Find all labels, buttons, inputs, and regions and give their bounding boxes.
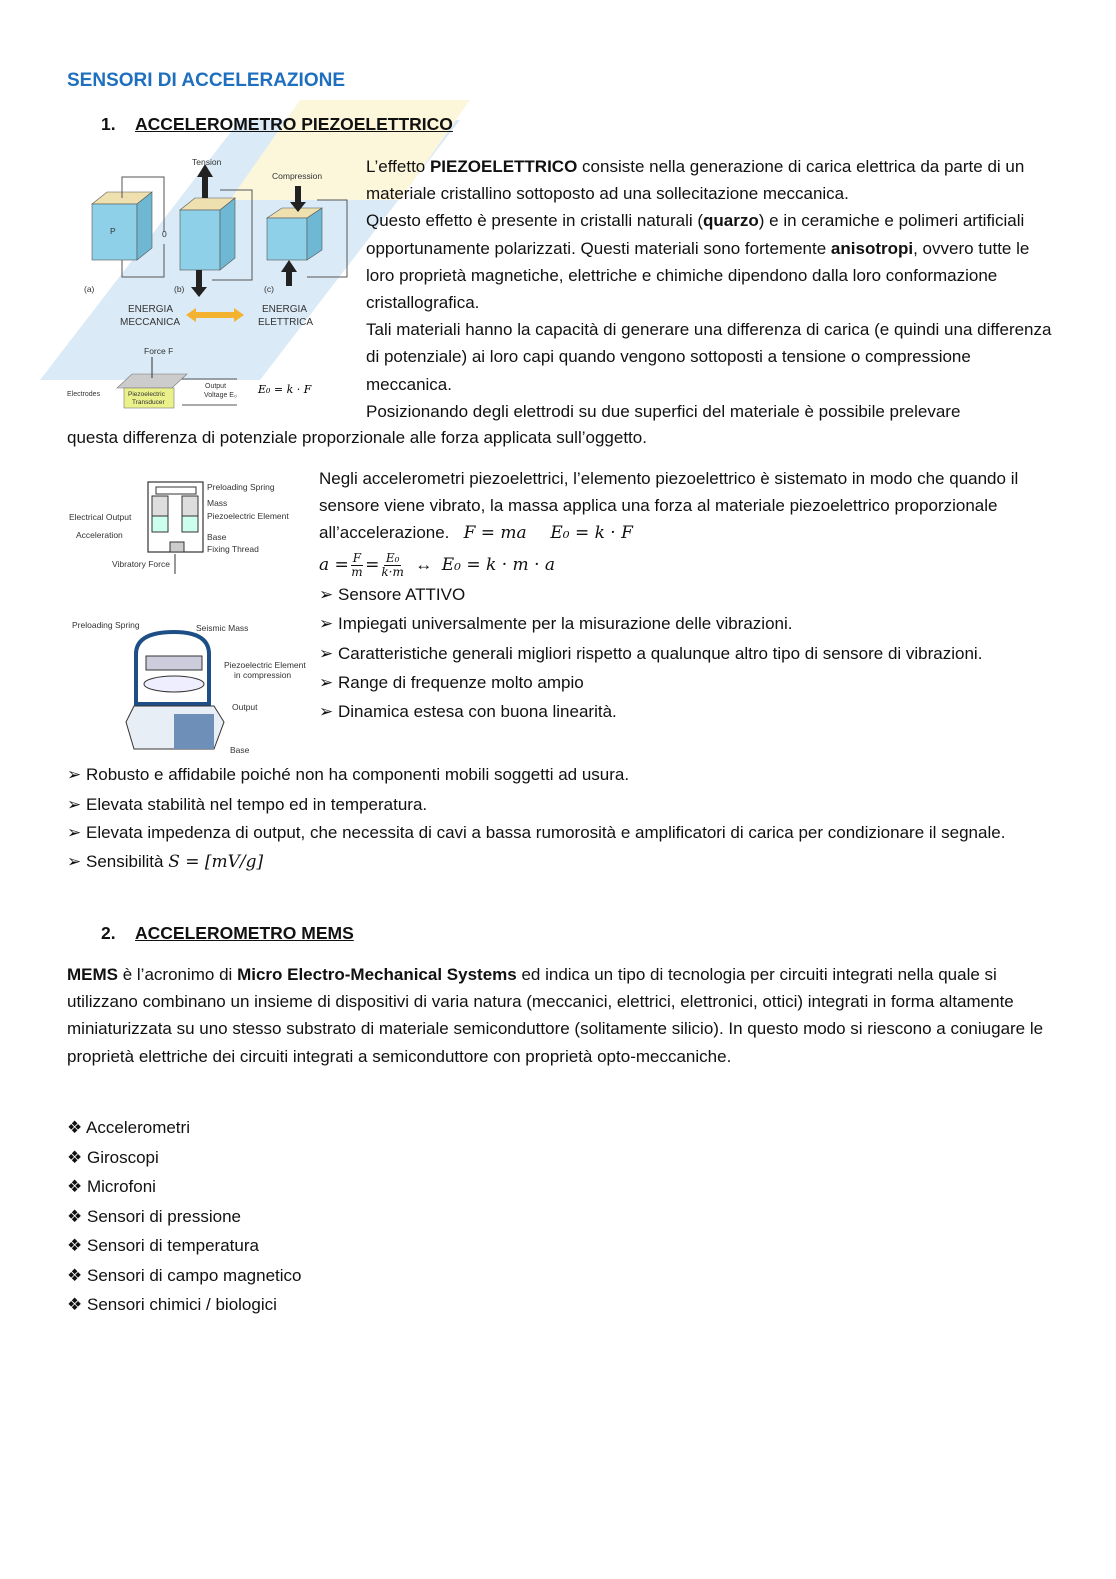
figure-formula: E₀ = k · F <box>258 383 312 396</box>
list-item: ❖ Sensori di pressione <box>67 1206 242 1226</box>
bullet-item: ➢ Sensibilità S = [mV/g] <box>67 852 264 872</box>
list-item: ❖ Accelerometri <box>67 1118 190 1137</box>
label-zero: 0 <box>162 229 167 239</box>
label-c: (c) <box>264 284 274 294</box>
list-item: ❖ Giroscopi <box>67 1147 159 1167</box>
label-compression: Compression <box>272 171 323 181</box>
bullet-item: ➢ Dinamica estesa con buona linearità. <box>319 702 617 722</box>
bullet-item: ➢ Impiegati universalmente per la misurazione delle vibrazioni. <box>319 614 793 634</box>
bullet-item: ➢ Elevata stabilità nel tempo ed in temperatura. <box>67 794 428 814</box>
paragraph: Questo effetto è presente in cristalli naturali (quarzo) e in ceramiche e polimeri artificiali opportunamente polarizzati. Questi materiali sono fortemente anisotropi, ovvero tutte le loro proprietà magnetiche, elettriche e chimiche dipendono dalla loro conformazione cristallografica. <box>366 211 1030 313</box>
label: Fixing Thread <box>207 544 259 554</box>
bullet-item: ➢ Robusto e affidabile poiché non ha componenti mobili soggetti ad usura. <box>67 765 630 784</box>
piezo-accelerometer-text <box>319 465 1039 727</box>
list-item: ❖ Sensori chimici / biologici <box>67 1295 277 1314</box>
equation: F = ma <box>463 523 527 544</box>
label: Seismic Mass <box>196 623 249 633</box>
label-electrodes: Electrodes <box>67 391 101 398</box>
label-meccanica: MECCANICA <box>120 317 181 328</box>
label: Piezoelectric Element <box>207 511 289 521</box>
section-title: ACCELEROMETRO MEMS <box>135 923 354 943</box>
label-a: (a) <box>84 284 95 294</box>
label-transducer: Transducer <box>132 399 165 406</box>
list-item: ❖ Sensori di campo magnetico <box>67 1265 302 1285</box>
paragraph: Posizionando degli elettrodi su due superfici del materiale è possibile prelevare <box>366 401 961 421</box>
label: Base <box>230 745 250 755</box>
section-heading-piezo <box>101 114 453 135</box>
label-p: P <box>110 226 116 236</box>
list-item: ❖ Sensori di temperatura <box>67 1236 259 1255</box>
section-number: 1. <box>101 114 116 134</box>
label-energia: ENERGIA <box>262 304 308 315</box>
label: Base <box>207 532 227 542</box>
piezo-effect-figure <box>62 152 357 442</box>
paragraph: Negli accelerometri piezoelettrici, l’elemento piezoelettrico è sistemato in modo che quando il sensore viene vibrato, la massa applica una forza al materiale piezoelettrico proporzionale all’accelerazione. F = ma E₀ = k · F <box>319 469 1019 544</box>
piezo-intro-text <box>366 153 1056 425</box>
label-transducer: Piezoelectric <box>128 391 165 398</box>
mems-paragraph: MEMS è l’acronimo di Micro Electro-Mechanical Systems ed indica un tipo di tecnologia per circuiti integrati nella quale si utilizzano combinano un insieme di dispositivi di varia natura (meccanici, elettrici, elettronici, ottici) integrati in forma altamente miniaturizzata su uno stesso substrato di materiale semiconduttore (solitamente silicio). In questo modo si riescono a coniugare le proprietà elettriche dei circuiti integrati a semiconduttore con proprietà opto-meccaniche. <box>67 965 1044 1066</box>
section-title: ACCELEROMETRO PIEZOELETTRICO <box>135 114 453 134</box>
bullet-item: ➢ Sensore ATTIVO <box>319 584 466 604</box>
label-force: Force F <box>144 346 174 356</box>
label-b: (b) <box>174 284 185 294</box>
compression-accelerometer-figure <box>64 614 314 759</box>
equation: E₀ = k · F <box>550 523 633 544</box>
piezo-bullets-full <box>67 760 1042 878</box>
label-output-voltage: Voltage E₀ <box>204 392 237 399</box>
label-energia: ENERGIA <box>128 304 174 315</box>
bullet-item: ➢ Range di frequenze molto ampio <box>319 672 584 692</box>
cube-a <box>92 177 164 277</box>
page-title: SENSORI DI ACCELERAZIONE <box>67 70 345 91</box>
section-number: 2. <box>101 923 116 943</box>
bullet-item: ➢ Caratteristiche generali migliori rispetto a qualunque altro tipo di sensore di vibrazioni. <box>319 643 983 663</box>
label: Output <box>232 702 258 712</box>
label: Preloading Spring <box>207 482 275 492</box>
label-elettrica: ELETTRICA <box>258 317 314 328</box>
label: Mass <box>207 498 228 508</box>
paragraph: questa differenza di potenziale proporzionale alle forza applicata sull’oggetto. <box>67 428 647 447</box>
label-tension: Tension <box>192 157 222 167</box>
equation-acceleration: a = $\frac{F}{m}$ = $\frac{\text{E₀}}{k\cdot m}$ ↔ E₀ = k · m · a <box>319 550 556 579</box>
accelerometer-section-figure <box>64 474 294 584</box>
cube-b <box>180 164 252 297</box>
cube-c <box>267 186 347 286</box>
label: Electrical Output <box>69 512 132 522</box>
mems-applications-list <box>67 1113 302 1320</box>
label: Piezoelectric Element <box>224 660 306 670</box>
paragraph: Tali materiali hanno la capacità di generare una differenza di carica (e quindi una differenza di potenziale) ai loro capi quando vengono sottoposti a tensione o compressione meccanica. <box>366 320 1052 394</box>
list-item: ❖ Microfoni <box>67 1177 156 1196</box>
label: Vibratory Force <box>112 559 170 569</box>
double-arrow-icon <box>186 308 244 322</box>
paragraph: L’effetto PIEZOELETTRICO consiste nella generazione di carica elettrica da parte di un materiale cristallino sottoposto ad una sollecitazione meccanica. <box>366 157 1025 204</box>
label: Acceleration <box>76 530 123 540</box>
section-heading-mems <box>101 923 354 944</box>
label: Preloading Spring <box>72 620 140 630</box>
label-output: Output <box>205 383 227 390</box>
label: in compression <box>234 670 292 680</box>
bullet-item: ➢ Elevata impedenza di output, che necessita di cavi a bassa rumorosità e amplificatori di carica per condizionare il segnale. <box>67 823 1006 842</box>
